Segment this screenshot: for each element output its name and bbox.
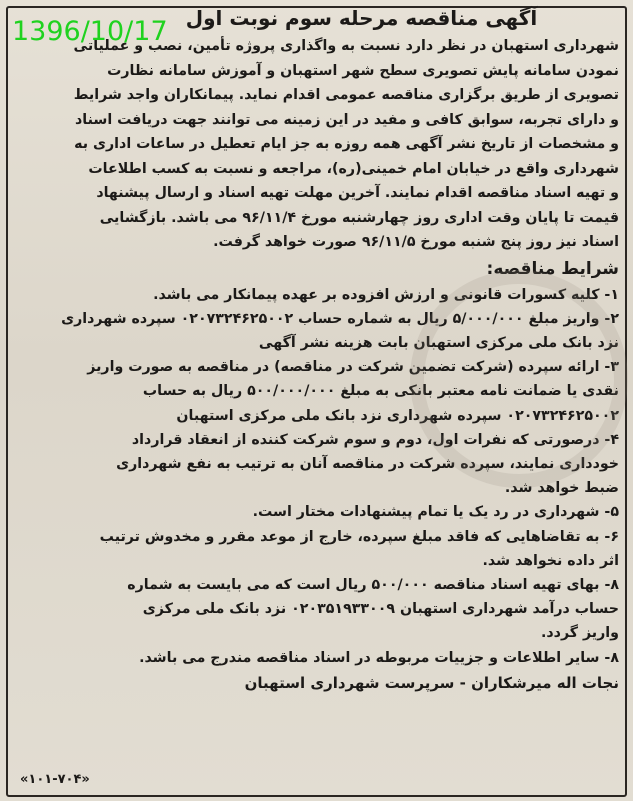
condition-line: ۸- بهای تهیه اسناد مناقصه ۵۰۰/۰۰۰ ریال است که می بایست به شماره [127, 576, 619, 593]
intro-line: قیمت تا پایان وقت اداری روز چهارشنبه مورخ ۹۶/۱۱/۴ می باشد. بازگشایی [99, 209, 619, 226]
intro-line: اسناد نیز روز پنج شنبه مورخ ۹۶/۱۱/۵ صورت خواهد گرفت. [213, 234, 619, 250]
condition-line: اثر داده نخواهد شد. [482, 552, 619, 569]
intro-line: و دارای تجربه، سوابق کافی و مفید در این زمینه می توانند جهت دریافت اسناد [74, 111, 619, 128]
condition-line: واریز گردد. [541, 625, 619, 642]
intro-line: شهرداری واقع در خیابان امام خمینی(ره)، مراجعه و نسبت به کسب اطلاعات [88, 160, 619, 177]
intro-line: شهرداری استهبان در نظر دارد نسبت به واگذاری پروژه تأمین، نصب و عملیاتی [73, 38, 619, 54]
intro-line: نمودن سامانه پایش تصویری سطح شهر استهبان و آموزش سامانه نظارت [107, 62, 619, 79]
conditions-list [14, 283, 619, 670]
condition-line: ۰۲۰۷۳۲۴۶۲۵۰۰۲ سپرده شهرداری نزد بانک ملی مرکزی استهبان [176, 407, 619, 424]
condition-line: نزد بانک ملی مرکزی استهبان بابت هزینه نشر آگهی [258, 334, 619, 351]
condition-line: ۸- سایر اطلاعات و جزییات مربوطه در اسناد مناقصه مندرج می باشد. [139, 649, 619, 666]
condition-line: خودداری نمایند، سپرده شرکت در مناقصه آنان به ترتیب به نفع شهرداری [116, 455, 619, 472]
condition-line: ۳- ارائه سپرده (شرکت تضمین شرکت در مناقصه) در مناقصه به صورت واریز [87, 359, 619, 376]
condition-line: ۲- واریز مبلغ ۵/۰۰۰/۰۰۰ ریال به شماره حساب ۰۲۰۷۳۲۴۶۲۵۰۰۲ سپرده شهرداری [61, 310, 619, 327]
ad-title: آگهی مناقصه مرحله سوم نوبت اول [185, 6, 538, 30]
condition-line: ۵- شهرداری در رد یک یا تمام پیشنهادات مختار است. [252, 504, 619, 521]
conditions-heading: شرایط مناقصه: [486, 258, 619, 279]
ad-content [14, 6, 619, 694]
intro-paragraph [14, 34, 619, 255]
ad-code: «۱۰۱-۷۰۴» [20, 772, 90, 787]
intro-line: تصویری از طریق برگزاری مناقصه عمومی اقدام نماید. پیمانکاران واجد شرایط [73, 87, 619, 103]
intro-line: و تهیه اسناد مناقصه اقدام نمایند. آخرین مهلت تهیه اسناد و ارسال پیشنهاد [96, 185, 619, 201]
condition-line: ضبط خواهد شد. [504, 480, 619, 497]
condition-line: ۱- کلیه کسورات قانونی و ارزش افزوده بر عهده پیمانکار می باشد. [153, 286, 619, 303]
intro-line: و مشخصات از تاریخ نشر آگهی همه روزه به جز ایام تعطیل در ساعات اداری به [74, 136, 619, 152]
condition-line: ۴- درصورتی که نفرات اول، دوم و سوم شرکت کننده از انعقاد قرارداد [131, 431, 619, 448]
condition-line: حساب درآمد شهرداری استهبان ۰۲۰۳۵۱۹۳۳۰۰۹ نزد بانک ملی مرکزی [142, 601, 619, 618]
signature-line: نجات اله میرشکاران - سرپرست شهرداری استهبان [244, 673, 619, 692]
date-stamp: 1396/10/17 [12, 16, 168, 47]
condition-line: نقدی یا ضمانت نامه معتبر بانکی به مبلغ ۵۰۰/۰۰۰/۰۰۰ ریال به حساب [142, 383, 619, 400]
condition-line: ۶- به تقاضاهایی که فاقد مبلغ سپرده، خارج از موعد مقرر و مخدوش ترتیب [99, 528, 619, 545]
